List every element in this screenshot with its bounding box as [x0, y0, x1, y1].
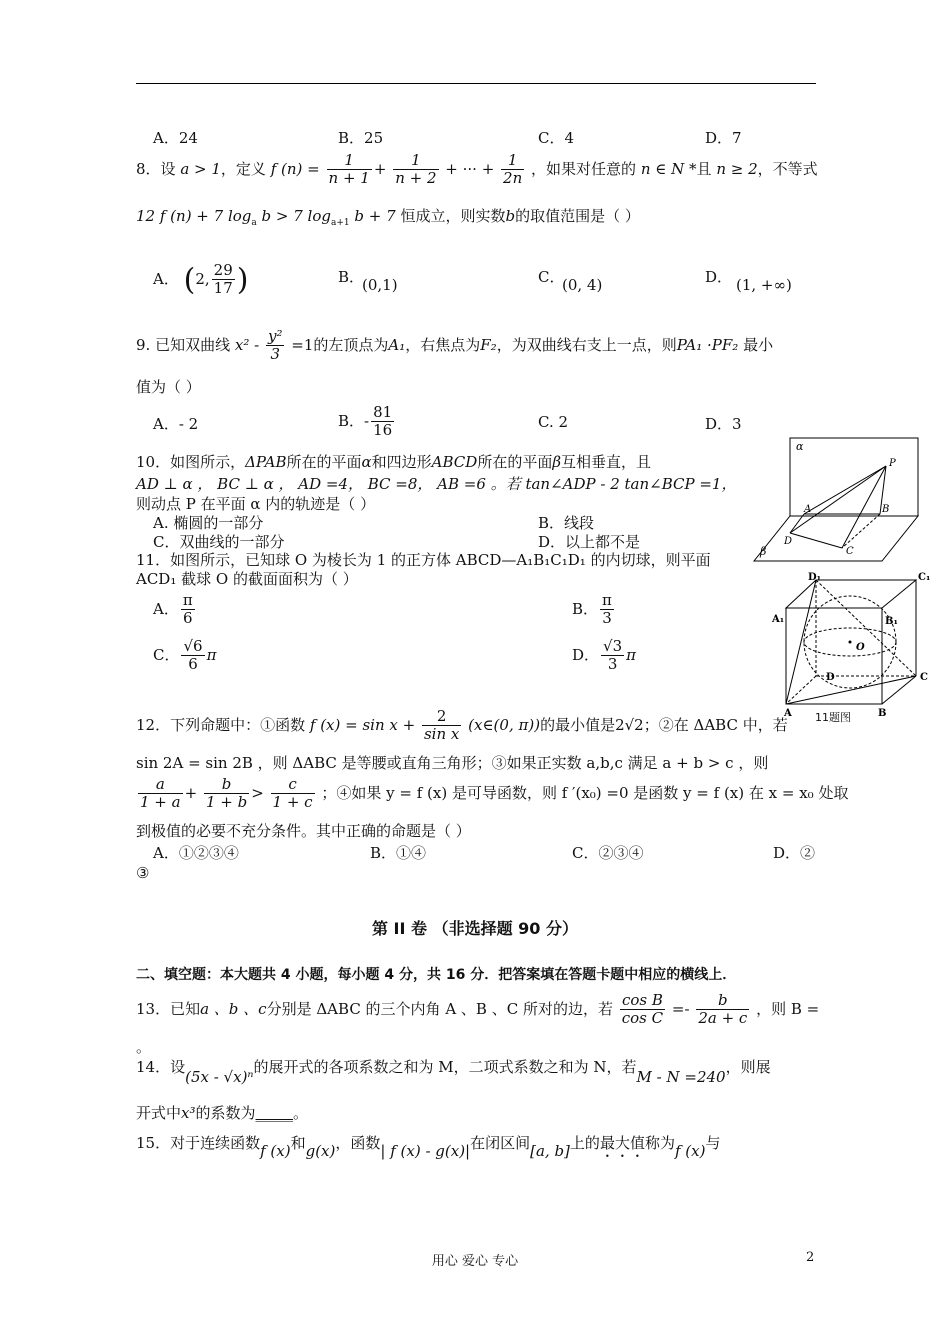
q11-option-b: B． $\frac{\pi}{3}$ — [572, 591, 612, 628]
q11-option-a: A． $\frac{\pi}{6}$ — [153, 591, 193, 628]
q12-option-c: C．②③④ — [572, 844, 644, 862]
svg-text:P: P — [889, 458, 896, 469]
q12-option-b: B．①④ — [370, 844, 427, 862]
q8-line1: 8．设 a > 1，定义 f (n) = $\frac{1}{n + 1}$ + $\frac{1}{n + 2}$ + ··· + $\frac{1}{2n}$ ，如果对任意的 n ∈ N *且 n ≥ 2，不等式 — [136, 151, 818, 188]
q15-line1: 15．对于连续函数f (x)和g(x)，函数| f (x) - g(x)|在闭区间[a, b]上的最大值称为f (x)与 — [136, 1134, 721, 1160]
q10-option-a: A. 椭圆的一部分 — [153, 514, 264, 532]
q8-line2: 12 f (n) + 7 $\log_a b > 7$ $\log_{a+1} b + 7$ 恒成立，则实数b的取值范围是（ ） — [136, 207, 640, 228]
q10-option-b: B．线段 — [538, 514, 595, 532]
q7-option-d: D．7 — [705, 129, 742, 147]
q10-line3: 则动点 P 在平面 α 内的轨迹是（ ） — [136, 495, 376, 513]
q7-option-b: B．25 — [338, 129, 384, 147]
q8-option-c: C． — [538, 268, 565, 286]
q10-option-c: C．双曲线的一部分 — [153, 533, 285, 551]
svg-text:A: A — [784, 708, 792, 719]
svg-text:B₁: B₁ — [885, 616, 898, 627]
q8-option-d: D． — [705, 268, 733, 286]
svg-text:A₁: A₁ — [772, 614, 785, 625]
q10-figure — [752, 436, 922, 566]
q12-line3: $\frac{a}{1 + a}$ + $\frac{b}{1 + b}$ > $\frac{c}{1 + c}$ ；④如果 y = f (x) 是可导函数，则 f ′(x₀) =0 是函数 y = f (x) 在 x = x₀ 处取 — [140, 775, 849, 812]
q9-line2: 值为（ ） — [136, 378, 201, 396]
svg-text:α: α — [796, 440, 804, 453]
q11-line1: 11．如图所示，已知球 O 为棱长为 1 的正方体 ABCD—A₁B₁C₁D₁ 的内切球，则平面 — [136, 551, 711, 569]
page-number: 2 — [806, 1250, 815, 1265]
svg-text:O: O — [856, 642, 865, 653]
svg-text:B: B — [878, 708, 887, 719]
svg-text:C: C — [920, 672, 928, 683]
q8-option-d-value: (1, +∞) — [736, 276, 792, 294]
svg-text:β: β — [760, 545, 767, 558]
q9-option-d: D．3 — [705, 415, 742, 433]
footer-motto: 用心 爱心 专心 — [431, 1254, 519, 1269]
q11-cube-figure — [770, 570, 935, 720]
q12-option-d: D．② — [773, 844, 816, 862]
svg-text:B: B — [882, 504, 890, 515]
q7-option-c: C．4 — [538, 129, 575, 147]
svg-text:D: D — [826, 672, 835, 683]
fill-in-header: 二、填空题：本大题共 4 小题，每小题 4 分，共 16 分．把答案填在答题卡题中相应的横线上． — [136, 967, 737, 983]
q12-option-a: A．①②③④ — [153, 844, 239, 862]
q8-option-b: B． — [338, 268, 365, 286]
q10-option-d: D．以上都不是 — [538, 533, 641, 551]
section-title: 第 II 卷 （非选择题 90 分） — [371, 919, 579, 938]
q8-option-c-value: (0, 4) — [562, 276, 603, 294]
q8-option-a: A． (2, $\frac{29}{17}$ ) — [153, 261, 249, 298]
q13-line2: 。 — [136, 1038, 152, 1056]
q10-line2: AD ⊥ α ， BC ⊥ α ， AD =4， BC =8， AB =6 。若 tan∠ADP - 2 tan∠BCP =1， — [136, 475, 737, 493]
q9-option-b: B．- $\frac{81}{16}$ — [338, 403, 393, 440]
q9-option-c: C. 2 — [538, 413, 569, 431]
svg-text:C: C — [846, 546, 854, 557]
q7-option-a: A．24 — [153, 129, 198, 147]
q10-line1: 10．如图所示，ΔPAB所在的平面α和四边形ABCD所在的平面β互相垂直，且 — [136, 453, 652, 471]
q11-figure-caption: 11题图 — [815, 711, 851, 724]
q11-option-c: C． $\frac{√6}{6}$ π — [153, 637, 217, 674]
svg-text:D₁: D₁ — [808, 572, 822, 583]
q9-option-a: A．- 2 — [153, 415, 199, 433]
q12-option-d-cont: ③ — [136, 864, 150, 882]
q12-line2: sin 2A = sin 2B ，则 ΔABC 是等腰或直角三角形；③如果正实数 a,b,c 满足 a + b > c ，则 — [136, 754, 769, 772]
q14-line2: 开式中x³的系数为_____。 — [136, 1104, 309, 1122]
q11-line2: ACD₁ 截球 O 的截面面积为（ ） — [136, 570, 358, 588]
header-rule — [136, 83, 816, 84]
svg-text:C₁: C₁ — [918, 572, 931, 583]
q11-option-d: D． $\frac{√3}{3}$ π — [572, 637, 636, 674]
q8-option-b-value: (0,1) — [362, 276, 398, 294]
svg-text:D: D — [784, 536, 793, 547]
q13-line1: 13．已知a 、b 、c分别是 ΔABC 的三个内角 A 、B 、C 所对的边，若 $\frac{\text{cos B}}{\text{cos C}}$ =- $\frac{b}{2a + c}$ ，则 B = — [136, 991, 820, 1028]
q12-line1: 12．下列命题中：①函数 f (x) = sin x + $\frac{2}{\text{sin x}}$ (x∈(0, π))的最小值是2√2；②在 ΔABC 中，若 — [136, 707, 788, 744]
svg-text:A: A — [804, 504, 812, 515]
q14-line1: 14．设(5x - √x)ⁿ的展开式的各项系数之和为 M，二项式系数之和为 N，若M - N =240，则展 — [136, 1058, 771, 1086]
q9-line1: 9. 已知双曲线 x² - $\frac{\text{y²}}{3}$ =1的左顶点为A₁，右焦点为F₂，为双曲线右支上一点，则PA₁ ·PF₂ 最小 — [136, 327, 774, 364]
q12-line4: 到极值的必要不充分条件。其中正确的命题是（ ） — [136, 822, 471, 840]
